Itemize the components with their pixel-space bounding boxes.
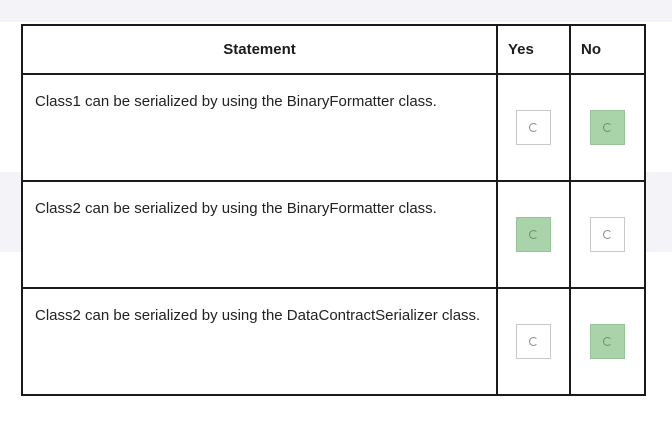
radio-icon [603, 230, 612, 239]
statement-text: Class1 can be serialized by using the BinaryFormatter class. [23, 75, 498, 182]
no-cell [571, 289, 644, 394]
yes-option[interactable] [516, 110, 551, 145]
radio-icon [603, 337, 612, 346]
yes-option[interactable] [516, 324, 551, 359]
yes-cell [498, 182, 571, 289]
header-yes: Yes [498, 26, 571, 75]
radio-icon [529, 230, 538, 239]
no-option[interactable] [590, 110, 625, 145]
answer-table [21, 24, 646, 396]
no-option[interactable] [590, 324, 625, 359]
statement-text: Class2 can be serialized by using the DataContractSerializer class. [23, 289, 498, 394]
yes-cell [498, 289, 571, 394]
no-cell [571, 75, 644, 182]
radio-icon [529, 123, 538, 132]
yes-cell [498, 75, 571, 182]
header-no: No [571, 26, 644, 75]
no-cell [571, 182, 644, 289]
background-band [0, 0, 672, 22]
header-statement: Statement [23, 26, 498, 75]
statement-text: Class2 can be serialized by using the BinaryFormatter class. [23, 182, 498, 289]
radio-icon [529, 337, 538, 346]
no-option[interactable] [590, 217, 625, 252]
radio-icon [603, 123, 612, 132]
yes-option[interactable] [516, 217, 551, 252]
